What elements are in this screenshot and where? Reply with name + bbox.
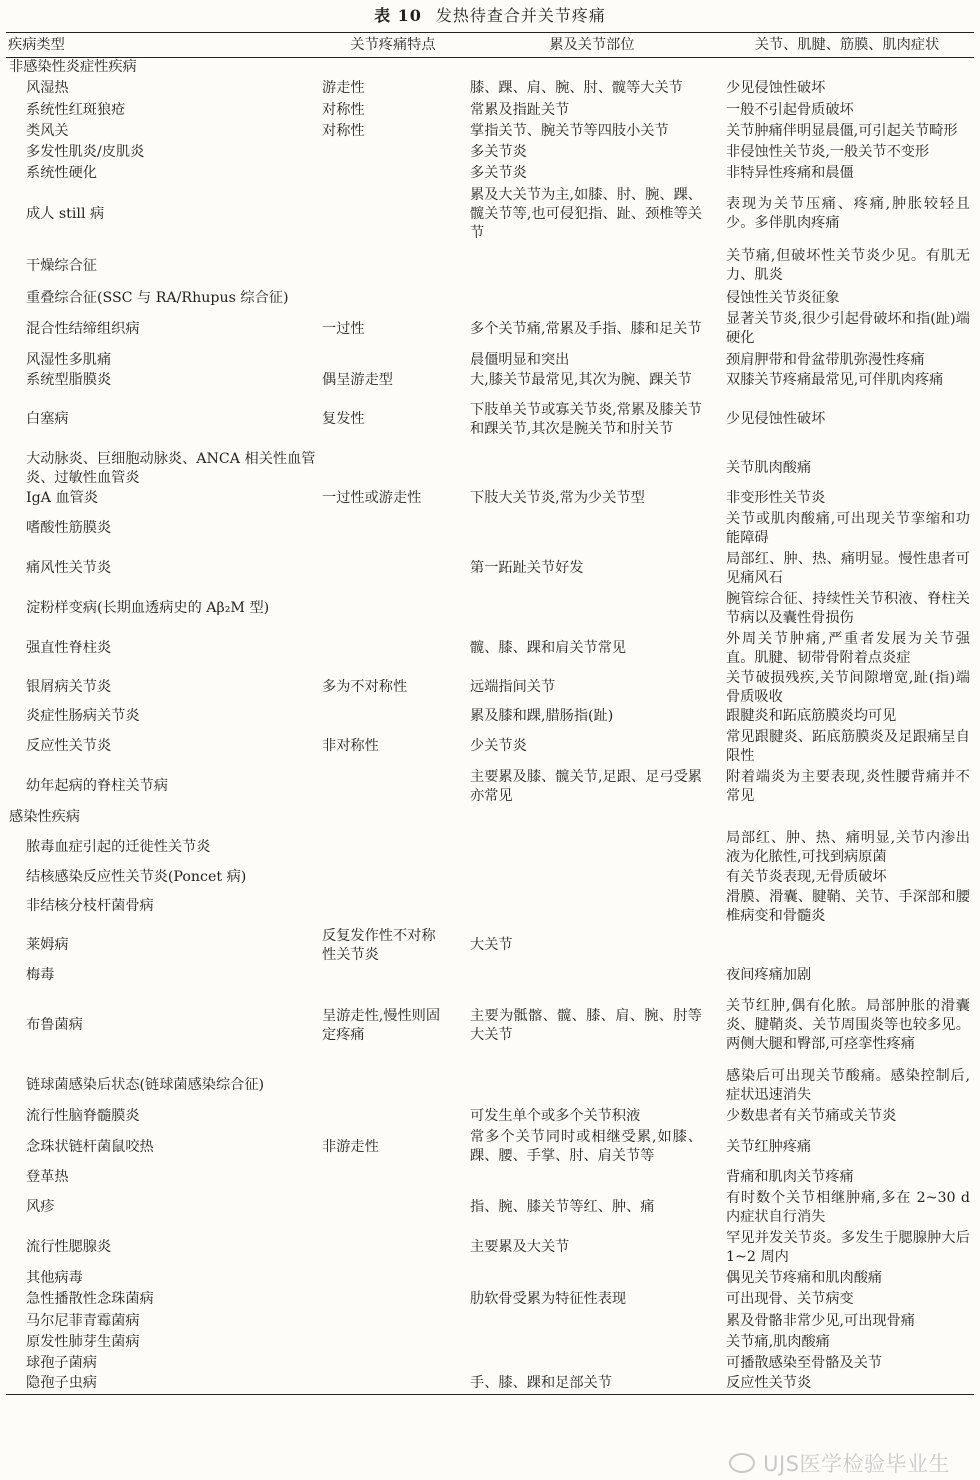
symptom-cell: 少数患者有关节痛或关节炎: [726, 1107, 897, 1124]
joint-site-cell: 掌指关节、腕关节等四肢小关节: [470, 122, 669, 139]
symptom-cell: 少见侵蚀性破坏: [726, 80, 826, 96]
symptom-cell: [720, 58, 974, 78]
pain-trait-cell: [322, 391, 464, 449]
joint-site-cell: 少关节炎: [470, 738, 527, 754]
disease-name-cell: 大动脉炎、巨细胞动脉炎、ANCA 相关性血管炎、过敏性血管炎: [26, 450, 316, 486]
joint-site-cell: 手、膝、踝和足部关节: [464, 1374, 720, 1395]
table-row: [6, 707, 974, 727]
table-row: [6, 966, 974, 986]
pain-trait-cell: [322, 350, 464, 371]
pain-trait-cell: [322, 371, 464, 391]
joint-site-cell: 下肢单关节或寡关节炎,常累及膝关节和踝关节,其次是腕关节和肘关节: [470, 401, 702, 437]
pain-trait-cell: [322, 1188, 464, 1228]
pain-trait-cell: [322, 1168, 464, 1188]
disease-name-cell: IgA 血管炎: [26, 490, 99, 506]
joint-site-cell: 常多个关节同时或相继受累,如膝、踝、腰、手掌、肘、肩关节等: [470, 1129, 702, 1164]
symptom-cell: 关节肿痛伴明显晨僵,可引起关节畸形: [726, 122, 958, 139]
table-row: [6, 828, 974, 868]
symptom-cell: 关节破损残疾,关节间隙增宽,趾(指)端骨质吸收: [726, 669, 970, 705]
joint-site-cell: 远端指间关节: [470, 679, 556, 695]
disease-name-cell: 登革热: [26, 1169, 69, 1185]
disease-name-cell: 淀粉样变病(长期血透病史的 Aβ₂M 型): [26, 600, 270, 616]
table-row: [6, 727, 974, 767]
pain-trait-text: 一过性或游走性: [322, 490, 422, 506]
table-row: [6, 1268, 974, 1289]
disease-name-cell: 风湿热: [26, 80, 69, 96]
pain-trait-cell: [322, 629, 464, 669]
table-row: [6, 391, 974, 449]
joint-site-cell: 多关节炎: [470, 143, 527, 160]
joint-site-cell: [464, 589, 720, 629]
symptom-cell: 双膝关节疼痛最常见,可伴肌肉疼痛: [726, 372, 944, 388]
table-row: [6, 926, 974, 966]
table-row: [6, 509, 974, 549]
wechat-icon: [729, 1453, 755, 1473]
joint-site-cell: [464, 288, 720, 309]
table-row: [6, 371, 974, 391]
symptom-cell: 常见跟腱炎、跖底筋膜炎及足跟痛呈自限性: [726, 728, 970, 764]
joint-site-cell: 膝、踝、肩、腕、肘、髋等大关节: [470, 80, 683, 96]
pain-trait-cell: [322, 78, 464, 100]
pain-trait-text: 一过性: [322, 320, 365, 337]
table-row: [6, 1289, 974, 1311]
pain-trait-cell: [322, 58, 464, 78]
disease-name-cell: 炎症性肠病关节炎: [26, 708, 140, 724]
table-row: [6, 1374, 974, 1395]
symptom-cell: 背痛和肌肉关节疼痛: [726, 1169, 854, 1185]
pain-trait-cell: [322, 1311, 464, 1332]
pain-trait-cell: [322, 1374, 464, 1395]
table-section-row: [6, 58, 974, 78]
disease-name-cell: 系统型脂膜炎: [26, 372, 112, 388]
joint-site-cell: [464, 1268, 720, 1289]
disease-name-cell: 结核感染反应性关节炎(Poncet 病): [26, 869, 247, 885]
symptom-cell: [720, 807, 974, 828]
table-row: [6, 121, 974, 142]
table-header-row: [6, 33, 974, 58]
pain-trait-cell: [322, 309, 464, 350]
disease-name-cell: 风疹: [26, 1199, 55, 1215]
disease-name-cell: 脓毒血症引起的迁徙性关节炎: [26, 839, 211, 855]
disease-name-cell: 其他病毒: [26, 1269, 83, 1286]
section-label: 感染性疾病: [9, 808, 80, 825]
pain-trait-cell: [322, 245, 464, 288]
joint-site-cell: 髋、膝、踝和肩关节常见: [470, 640, 627, 656]
joint-site-cell: [464, 58, 720, 78]
header-pain-trait: 关节疼痛特点: [322, 33, 464, 58]
pain-trait-cell: [322, 100, 464, 121]
table-row: [6, 288, 974, 309]
table-row: [6, 986, 974, 1066]
pain-trait-cell: [322, 549, 464, 589]
table-row: [6, 78, 974, 100]
disease-name-cell: 痛风性关节炎: [26, 560, 112, 576]
table-row: [6, 1228, 974, 1268]
disease-name-cell: 马尔尼菲青霉菌病: [26, 1312, 140, 1329]
table-row: [6, 669, 974, 707]
disease-name-cell: 风湿性多肌痛: [26, 351, 112, 368]
joint-site-cell: [464, 449, 720, 489]
joint-site-cell: 可发生单个或多个关节积液: [470, 1107, 641, 1124]
disease-name-cell: 流行性腮腺炎: [26, 1239, 112, 1255]
joint-site-cell: 主要为骶髂、髋、膝、肩、腕、肘等大关节: [470, 1007, 702, 1043]
pain-trait-cell: [322, 449, 464, 489]
disease-name-cell: 梅毒: [26, 967, 55, 983]
pain-trait-text: 非游走性: [322, 1138, 379, 1155]
fever-joint-pain-table: [6, 32, 974, 1395]
pain-trait-cell: [322, 288, 464, 309]
joint-site-cell: [464, 888, 720, 926]
disease-name-cell: 念珠状链杆菌鼠咬热: [26, 1138, 154, 1155]
joint-site-cell: 晨僵明显和突出: [470, 351, 570, 368]
joint-site-cell: [464, 245, 720, 288]
joint-site-cell: 多个关节痛,常累及手指、膝和足关节: [470, 320, 702, 337]
pain-trait-cell: [322, 1354, 464, 1374]
symptom-cell: 显著关节炎,很少引起骨破坏和指(趾)端硬化: [726, 311, 970, 346]
table-row: [6, 489, 974, 509]
pain-trait-text: 多为不对称性: [322, 679, 408, 695]
section-label: 非感染性炎症性疾病: [9, 59, 137, 76]
symptom-cell: 非变形性关节炎: [726, 490, 826, 506]
table-body: [6, 58, 974, 1395]
symptom-cell: 跟腱炎和跖底筋膜炎均可见: [726, 708, 897, 724]
header-joint-site: 累及关节部位: [464, 33, 720, 58]
pain-trait-text: 对称性: [322, 122, 365, 139]
table-row: [6, 868, 974, 888]
disease-name-cell: 多发性肌炎/皮肌炎: [26, 143, 145, 160]
pain-trait-cell: [322, 807, 464, 828]
table-section-row: [6, 807, 974, 828]
symptom-cell: [720, 926, 974, 966]
pain-trait-text: 反复发作性不对称性关节炎: [322, 927, 436, 963]
pain-trait-cell: [322, 966, 464, 986]
symptom-cell: 关节肌肉酸痛: [726, 460, 812, 476]
pain-trait-cell: [322, 1289, 464, 1311]
watermark-text: UJS医学检验毕业生: [763, 1452, 950, 1476]
disease-name-cell: 成人 still 病: [26, 205, 105, 222]
pain-trait-cell: [322, 767, 464, 807]
pain-trait-text: 非对称性: [322, 738, 379, 754]
symptom-cell: 夜间疼痛加剧: [726, 967, 812, 983]
table-row: [6, 1188, 974, 1228]
symptom-cell: 侵蚀性关节炎征象: [726, 289, 840, 306]
pain-trait-cell: [322, 1127, 464, 1168]
pain-trait-cell: [322, 1106, 464, 1127]
symptom-cell: 少见侵蚀性破坏: [726, 411, 826, 427]
table-row: [6, 142, 974, 163]
symptom-cell: 非侵蚀性关节炎,一般关节不变形: [726, 143, 930, 160]
table-row: [6, 100, 974, 121]
symptom-cell: 罕见并发关节炎。多发生于腮腺肿大后 1~2 周内: [726, 1229, 970, 1265]
table-row: [6, 767, 974, 807]
pain-trait-cell: [322, 1228, 464, 1268]
disease-name-cell: 隐孢子虫病: [6, 1374, 322, 1395]
joint-site-cell: 多关节炎: [470, 164, 527, 181]
pain-trait-text: 对称性: [322, 101, 365, 118]
symptom-cell: 可播散感染至骨骼及关节: [726, 1355, 883, 1371]
symptom-cell: 可出现骨、关节病变: [726, 1291, 854, 1307]
symptom-cell: 局部红、肿、热、痛明显,关节内渗出液为化脓性,可找到病原菌: [726, 829, 970, 865]
symptom-cell: 有关节炎表现,无骨质破坏: [726, 869, 887, 885]
table-number: 表 10: [374, 6, 422, 25]
symptom-cell: 关节红肿疼痛: [726, 1138, 812, 1155]
table-row: [6, 309, 974, 350]
table-row: [6, 1106, 974, 1127]
joint-site-cell: [464, 966, 720, 986]
table-caption: 发热待查合并关节疼痛: [435, 6, 606, 25]
table-row: [6, 184, 974, 245]
table-row: [6, 549, 974, 589]
pain-trait-text: 偶呈游走型: [322, 372, 393, 388]
disease-name-cell: 银屑病关节炎: [26, 679, 112, 695]
joint-site-cell: [464, 1311, 720, 1332]
symptom-cell: 反应性关节炎: [720, 1374, 974, 1395]
joint-site-cell: [464, 1332, 720, 1354]
pain-trait-cell: [322, 868, 464, 888]
disease-name-cell: 球孢子菌病: [26, 1355, 97, 1371]
symptom-cell: 感染后可出现关节酸痛。感染控制后,症状迅速消失: [726, 1067, 970, 1103]
symptom-cell: 颈肩胛带和骨盆带肌弥漫性疼痛: [726, 351, 925, 368]
disease-name-cell: 强直性脊柱炎: [26, 640, 112, 656]
joint-site-cell: [464, 1066, 720, 1106]
symptom-cell: 腕管综合征、持续性关节积液、脊柱关节病以及囊性骨损伤: [726, 590, 970, 626]
header-disease-type: 疾病类型: [6, 33, 322, 58]
disease-name-cell: 急性播散性念珠菌病: [26, 1291, 154, 1307]
pain-trait-cell: [322, 926, 464, 966]
table-row: [6, 1332, 974, 1354]
header-symptoms: 关节、肌腱、筋膜、肌肉症状: [720, 33, 974, 58]
joint-site-cell: 第一跖趾关节好发: [470, 560, 584, 576]
table-row: [6, 1066, 974, 1106]
symptom-cell: 关节痛,肌肉酸痛: [726, 1334, 830, 1350]
disease-name-cell: 干燥综合征: [26, 257, 97, 274]
symptom-cell: 偶见关节疼痛和肌肉酸痛: [726, 1269, 883, 1286]
pain-trait-cell: [322, 888, 464, 926]
pain-trait-cell: [322, 509, 464, 549]
pain-trait-cell: [322, 1332, 464, 1354]
disease-name-cell: 系统性红斑狼疮: [26, 101, 126, 118]
joint-site-cell: [464, 868, 720, 888]
symptom-cell: 滑膜、滑囊、腱鞘、关节、手深部和腰椎病变和骨髓炎: [726, 888, 970, 924]
pain-trait-cell: [322, 986, 464, 1066]
disease-name-cell: 系统性硬化: [26, 164, 97, 181]
disease-name-cell: 幼年起病的脊柱关节病: [26, 778, 168, 794]
joint-site-cell: 下肢大关节炎,常为少关节型: [470, 490, 645, 506]
joint-site-cell: [464, 1168, 720, 1188]
table-row: [6, 1354, 974, 1374]
symptom-cell: 非特异性疼痛和晨僵: [726, 164, 854, 181]
table-row: [6, 589, 974, 629]
table-row: [6, 245, 974, 288]
pain-trait-cell: [322, 121, 464, 142]
disease-name-cell: 非结核分枝杆菌骨病: [26, 898, 154, 914]
table-title: [0, 0, 980, 30]
joint-site-cell: 大关节: [470, 937, 513, 953]
disease-name-cell: 类风关: [26, 122, 69, 139]
disease-name-cell: 反应性关节炎: [26, 738, 112, 754]
watermark: [729, 1448, 950, 1478]
pain-trait-cell: [322, 707, 464, 727]
symptom-cell: 有时数个关节相继肿痛,多在 2~30 d内症状自行消失: [726, 1189, 970, 1225]
pain-trait-cell: [322, 1066, 464, 1106]
symptom-cell: 关节红肿,偶有化脓。局部肿胀的滑囊炎、腱鞘炎、关节周围炎等也较多见。两侧大腿和臀部,可痉挛性疼痛: [726, 998, 970, 1052]
pain-trait-text: 呈游走性,慢性则固定疼痛: [322, 1007, 441, 1043]
disease-name-cell: 原发性肺芽生菌病: [26, 1334, 140, 1350]
disease-name-cell: 白塞病: [26, 411, 69, 427]
pain-trait-text: 游走性: [322, 80, 365, 96]
pain-trait-cell: [322, 489, 464, 509]
pain-trait-cell: [322, 727, 464, 767]
pain-trait-cell: [322, 142, 464, 163]
table-row: [6, 163, 974, 184]
disease-name-cell: 混合性结缔组织病: [26, 320, 140, 337]
disease-name-cell: 布鲁菌病: [26, 1017, 83, 1033]
disease-name-cell: 嗜酸性筋膜炎: [26, 520, 112, 536]
symptom-cell: 表现为关节压痛、疼痛,肿胀较轻且少。多伴肌肉疼痛: [726, 196, 970, 231]
joint-site-cell: 大,膝关节最常见,其次为腕、踝关节: [470, 372, 692, 388]
joint-site-cell: 主要累及大关节: [470, 1239, 570, 1255]
pain-trait-cell: [322, 669, 464, 707]
pain-trait-cell: [322, 163, 464, 184]
pain-trait-cell: [322, 184, 464, 245]
symptom-cell: 关节或肌肉酸痛,可出现关节挛缩和功能障碍: [726, 510, 970, 546]
joint-site-cell: 累及大关节为主,如膝、肘、腕、踝、髋关节等,也可侵犯指、趾、颈椎等关节: [470, 186, 702, 241]
table-row: [6, 1127, 974, 1168]
joint-site-cell: [464, 509, 720, 549]
disease-name-cell: 链球菌感染后状态(链球菌感染综合征): [26, 1077, 265, 1093]
pain-trait-cell: [322, 589, 464, 629]
joint-site-cell: [464, 828, 720, 868]
joint-site-cell: [464, 1354, 720, 1374]
disease-name-cell: 重叠综合征(SSC 与 RA/Rhupus 综合征): [26, 289, 289, 306]
table-row: [6, 350, 974, 371]
table-row: [6, 1168, 974, 1188]
symptom-cell: 累及骨骼非常少见,可出现骨痛: [726, 1312, 915, 1329]
symptom-cell: 关节痛,但破坏性关节炎少见。有肌无力、肌炎: [726, 248, 970, 283]
symptom-cell: 一般不引起骨质破坏: [726, 101, 854, 118]
disease-name-cell: 流行性脑脊髓膜炎: [26, 1107, 140, 1124]
table-row: [6, 1311, 974, 1332]
joint-site-cell: 累及膝和踝,腊肠指(趾): [470, 708, 614, 724]
disease-name-cell: 莱姆病: [26, 937, 69, 953]
symptom-cell: 附着端炎为主要表现,炎性腰背痛并不常见: [726, 768, 970, 804]
table-row: [6, 629, 974, 669]
joint-site-cell: 肋软骨受累为特征性表现: [470, 1291, 627, 1307]
pain-trait-cell: [322, 828, 464, 868]
joint-site-cell: 指、腕、膝关节等红、肿、痛: [470, 1199, 655, 1215]
joint-site-cell: [464, 807, 720, 828]
joint-site-cell: 主要累及膝、髋关节,足跟、足弓受累亦常见: [470, 768, 702, 804]
table-row: [6, 888, 974, 926]
pain-trait-cell: [322, 1268, 464, 1289]
pain-trait-text: 复发性: [322, 411, 365, 427]
symptom-cell: 外周关节肿痛,严重者发展为关节强直。肌腱、韧带骨附着点炎症: [726, 630, 970, 666]
symptom-cell: 局部红、肿、热、痛明显。慢性患者可见痛风石: [726, 550, 970, 586]
joint-site-cell: 常累及指趾关节: [470, 101, 570, 118]
table-row: [6, 449, 974, 489]
